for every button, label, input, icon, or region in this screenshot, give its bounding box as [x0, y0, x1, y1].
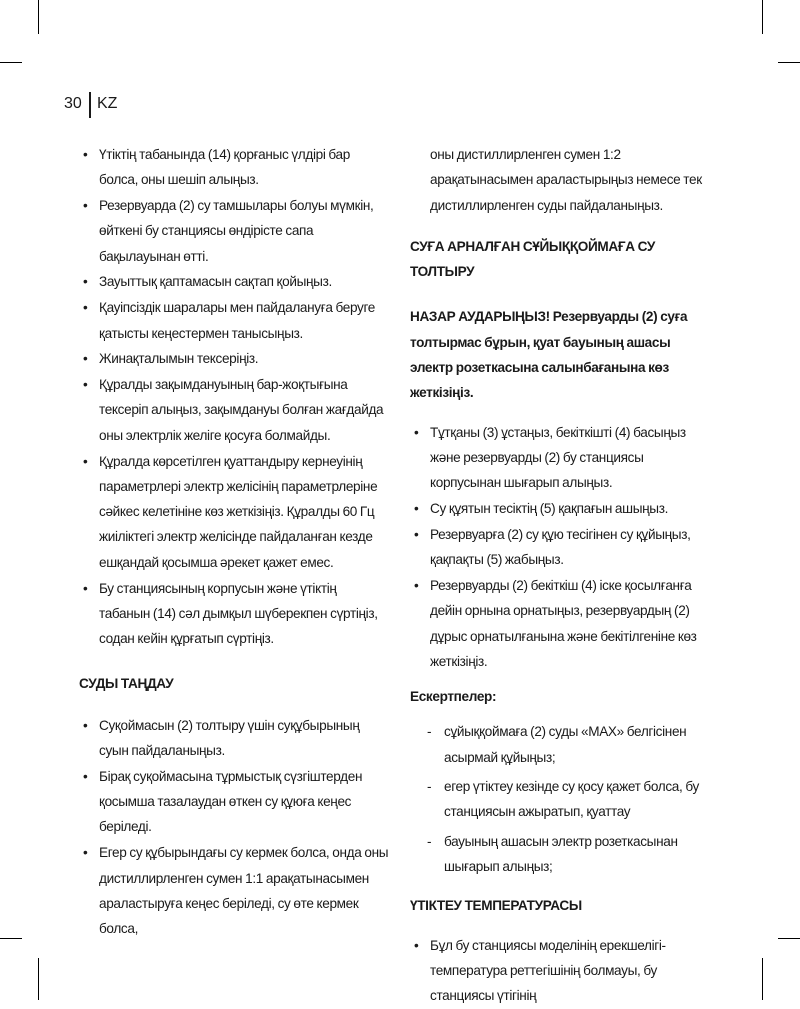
list-item: • Бірақ суқоймасына тұрмыстық сүзгіштерден қосымша тазалаудан өткен су құюға кеңес беріледі.: [79, 764, 389, 840]
warning-text: НАЗАР АУДАРЫҢЫЗ! Резервуарды (2) суға толтырмас бұрын, қуат бауының ашасы электр розеткасына салынбағанына көз жеткізіңіз.: [410, 309, 688, 401]
right-column: [410, 142, 715, 1009]
filling-list: [410, 420, 715, 674]
list-item: - бауының ашасын электр розеткасынан шығарып алыңыз;: [424, 829, 715, 880]
crop-mark: [762, 0, 763, 34]
language-code: KZ: [97, 95, 118, 112]
crop-mark: [778, 62, 800, 63]
continuation-text: оны дистиллирленген сумен 1:2 арақатынасымен араластырыңыз немесе тек дистиллирленген суды пайдаланыңыз.: [430, 147, 702, 213]
notes-list: [424, 719, 715, 879]
crop-mark: [778, 938, 800, 939]
list-item: • Қауіпсіздік шаралары мен пайдалануға беруге қатысты кеңестермен танысыңыз.: [79, 295, 389, 346]
list-item: • Егер су құбырындағы су кермек болса, онда оны дистиллирленген сумен 1:1 арақатынасымен араластыруға кеңес беріледі, су өте кермек болса,: [79, 840, 389, 941]
list-item: • Зауыттық қаптамасын сақтап қойыңыз.: [79, 269, 389, 294]
list-item: - сұйыққоймаға (2) суды «MAX» белгісінен асырмай құйыңыз;: [424, 719, 715, 770]
section-title-water-choice: СУДЫ ТАҢДАУ: [79, 676, 174, 692]
left-column: [79, 142, 389, 942]
list-item: • Резервуарды (2) бекіткіш (4) іске қосылғанға дейін орнына орнатыңыз, резервуардың (2) дұрыс орнатылғанына және бекітілгеніне көз жеткізіңіз.: [410, 573, 715, 674]
crop-mark: [38, 0, 39, 34]
section-title-ironing-temperature: ҮТІКТЕУ ТЕМПЕРАТУРАСЫ: [410, 898, 582, 914]
section-title-filling: СУҒА АРНАЛҒАН СҰЙЫҚҚОЙМАҒА СУ ТОЛТЫРУ: [410, 238, 656, 280]
crop-mark: [0, 938, 22, 939]
list-item: • Суқоймасын (2) толтыру үшін суқұбырының суын пайдаланыңыз.: [79, 713, 389, 764]
list-item: • Бұл бу станциясы моделінің ерекшелігі-температура реттегішінің болмауы, бу станциясы үтігінің: [410, 933, 715, 1009]
list-item: • Үтіктің табанында (14) қорғаныс үлдірі бар болса, оны шешіп алыңыз.: [79, 142, 389, 193]
header-divider: [89, 92, 91, 118]
list-item: • Су құятын тесіктің (5) қақпағын ашыңыз.: [410, 496, 715, 521]
temperature-list: [410, 933, 715, 1009]
list-item: • Құралда көрсетілген қуаттандыру кернеуінің параметрлері электр желісінің параметрлеріне сәйкес келетініне көз жеткізіңіз. Құралды 60 Гц жиіліктегі электр желісінде пайдаланған кезде ешқандай қосымша әрекет қажет емес.: [79, 449, 389, 575]
crop-mark: [0, 62, 22, 63]
list-item: • Құралды зақымдануының бар-жоқтығына тексеріп алыңыз, зақымдануы болған жағдайда оны электрлік желіге қосуға болмайды.: [79, 372, 389, 448]
notes-title: Ескертпелер:: [410, 689, 497, 705]
list-item: • Резервуарда (2) су тамшылары болуы мүмкін, өйткені бу станциясы өндірісте сапа бақылауынан өтті.: [79, 193, 389, 269]
list-item: - егер үтіктеу кезінде су қосу қажет болса, бу станциясын ажыратып, қуаттау: [424, 774, 715, 825]
page-number: 30: [64, 95, 82, 112]
crop-mark: [762, 958, 763, 1000]
prep-list: [79, 142, 389, 651]
crop-mark: [38, 958, 39, 1000]
list-item: • Жинақталымын тексеріңіз.: [79, 346, 389, 371]
list-item: • Бу станциясының корпусын және үтіктің табанын (14) сәл дымқыл шүберекпен сүртіңіз, содан кейін құрғатып сүртіңіз.: [79, 576, 389, 652]
water-list: [79, 713, 389, 942]
list-item: • Тұтқаны (3) ұстаңыз, бекіткішті (4) басыңыз және резервуарды (2) бу станциясы корпусынан шығарып алыңыз.: [410, 420, 715, 496]
list-item: • Резервуарға (2) су құю тесігінен су құйыңыз, қақпақты (5) жабыңыз.: [410, 522, 715, 573]
